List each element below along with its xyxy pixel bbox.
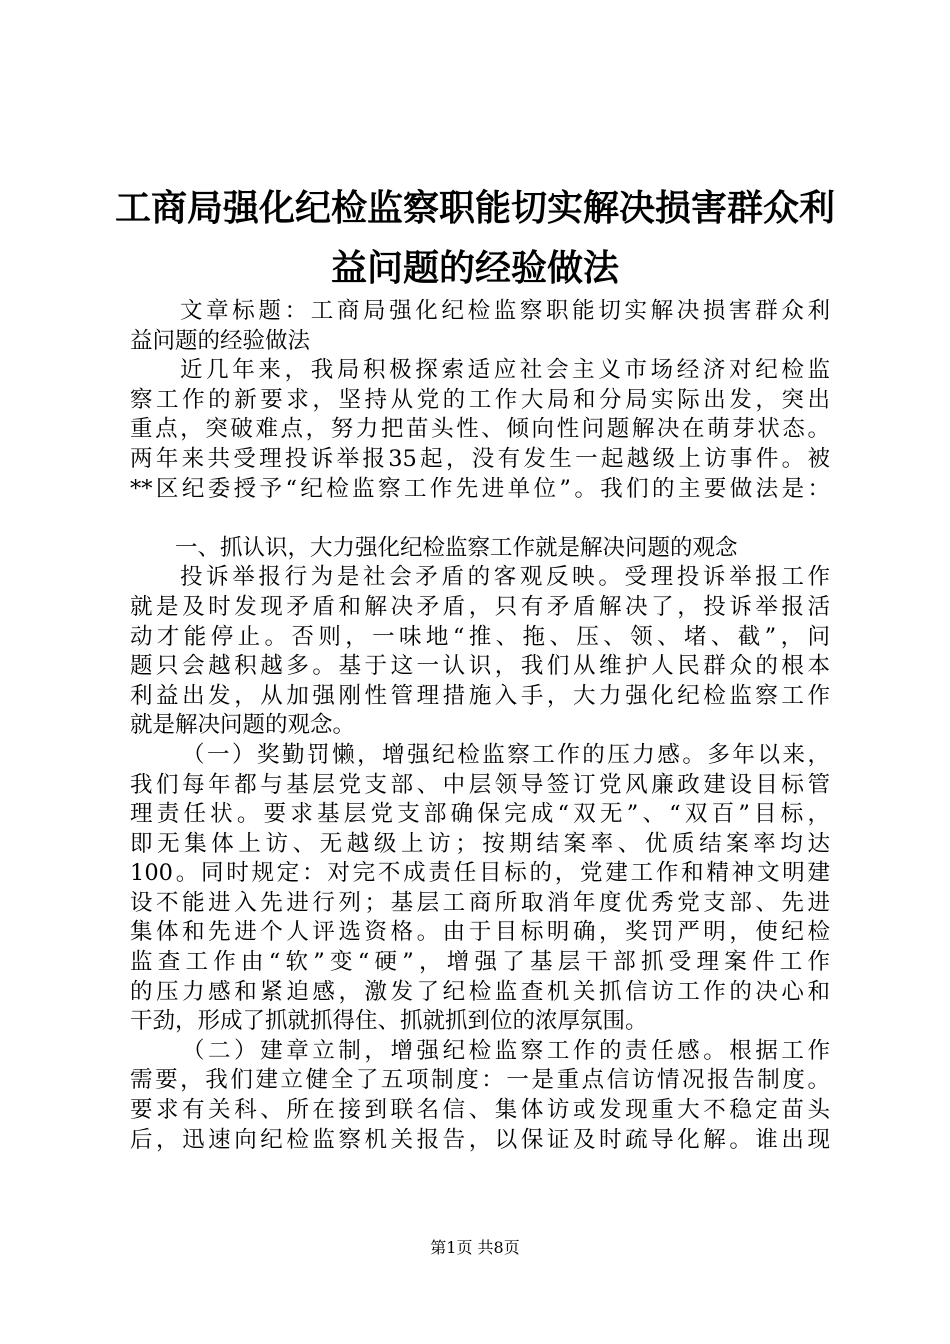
body-line: 文章标题：工商局强化纪检监察职能切实解决损害群众利 (180, 298, 830, 324)
body-line: 后，迅速向纪检监察机关报告，以保证及时疏导化解。谁出现 (130, 1126, 830, 1153)
body-line: 投诉举报行为是社会矛盾的客观反映。受理投诉举报工作 (180, 564, 830, 591)
document-title-line-1: 工商局强化纪检监察职能切实解决损害群众利 (114, 187, 835, 229)
blank-line (130, 504, 830, 534)
body-line: 监查工作由“软”变“硬”，增强了基层干部抓受理案件工作 (130, 949, 830, 976)
body-line: 理责任状。要求基层党支部确保完成“双无”、“双百”目标， (130, 801, 830, 828)
body-line: 益问题的经验做法 (130, 327, 311, 354)
document-title-line-2: 益问题的经验做法 (330, 247, 619, 289)
body-line: 的压力感和紧迫感，激发了纪检监查机关抓信访工作的决心和 (130, 978, 830, 1005)
body-line: 就是解决问题的观念。 (130, 712, 356, 739)
body-line: **区纪委授予“纪检监察工作先进单位”。我们的主要做法是： (130, 475, 830, 502)
document-body (130, 297, 830, 1155)
body-line: 我们每年都与基层党支部、中层领导签订党风廉政建设目标管 (130, 771, 830, 798)
body-line: 需要，我们建立健全了五项制度：一是重点信访情况报告制度。 (130, 1067, 830, 1094)
body-line: （二）建章立制，增强纪检监察工作的责任感。根据工作 (182, 1037, 830, 1064)
section-heading: 一、抓认识，大力强化纪检监察工作就是解决问题的观念 (175, 534, 738, 561)
body-line: （一）奖勤罚懒，增强纪检监察工作的压力感。多年以来， (182, 741, 830, 768)
body-line: 100。同时规定：对完不成责任目标的，党建工作和精神文明建 (130, 860, 830, 887)
body-line: 即无集体上访、无越级上访；按期结案率、优质结案率均达 (130, 830, 830, 857)
body-line: 近几年来，我局积极探索适应社会主义市场经济对纪检监 (180, 357, 830, 384)
body-line: 两年来共受理投诉举报35起，没有发生一起越级上访事件。被 (130, 445, 830, 472)
body-line: 题只会越积越多。基于这一认识，我们从维护人民群众的根本 (130, 653, 830, 680)
body-line: 干劲，形成了抓就抓得住、抓就抓到位的浓厚氛围。 (130, 1008, 648, 1035)
body-line: 集体和先进个人评选资格。由于目标明确，奖罚严明，使纪检 (130, 919, 830, 946)
body-line: 重点，突破难点，努力把苗头性、倾向性问题解决在萌芽状态。 (130, 416, 830, 443)
body-line: 动才能停止。否则，一味地“推、拖、压、领、堵、截”，问 (130, 623, 830, 650)
body-line: 察工作的新要求，坚持从党的工作大局和分局实际出发，突出 (130, 386, 830, 413)
body-line: 利益出发，从加强刚性管理措施入手，大力强化纪检监察工作 (130, 682, 830, 709)
page-footer: 第1页 共8页 (430, 1238, 520, 1257)
body-line: 就是及时发现矛盾和解决矛盾，只有矛盾解决了，投诉举报活 (130, 593, 830, 620)
body-line: 设不能进入先进行列；基层工商所取消年度优秀党支部、先进 (130, 889, 830, 916)
body-line: 要求有关科、所在接到联名信、集体访或发现重大不稳定苗头 (130, 1097, 830, 1124)
